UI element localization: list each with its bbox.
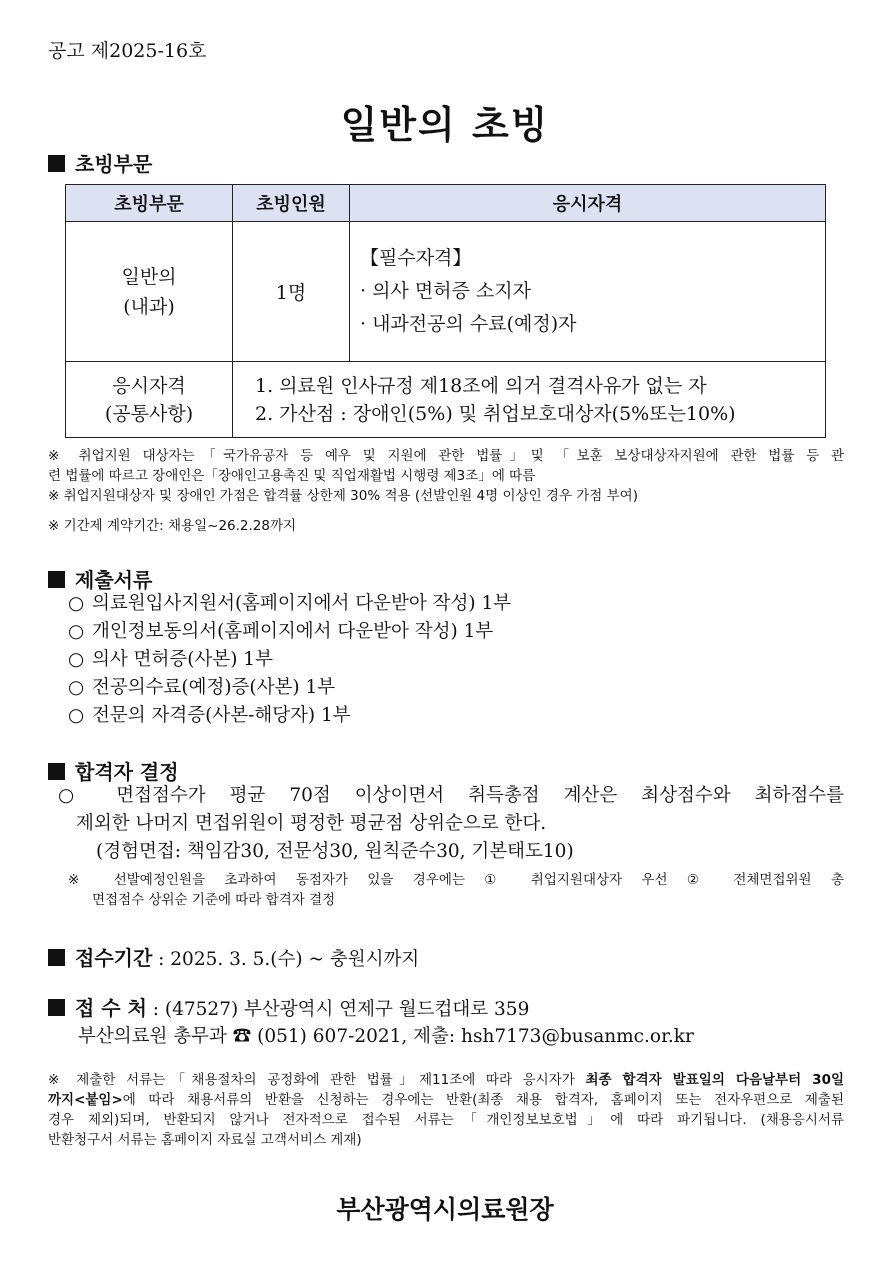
section-docs-label: 제출서류 [75, 568, 153, 592]
return-note-text: 에 따라 채용서류의 반환을 신청하는 경우에는 반환(최종 채용 합격자, 홈페이지 또는 전자우편으로 제출된 [122, 1092, 844, 1108]
common-label: 응시자격 [112, 374, 186, 397]
contact-info: (051) 607-2021, 제출: hsh7173@busanmc.or.kr [257, 1026, 694, 1047]
list-item [68, 646, 511, 674]
decision-line: ○ 면접점수가 평균 70점 이상이면서 취득총점 계산은 최상점수와 최하점수를 [58, 785, 844, 806]
decision-block [58, 782, 844, 866]
square-bullet-icon [48, 571, 65, 588]
place-row [48, 992, 529, 1021]
document-label: 의료원입사지원서(홈페이지에서 다운받아 작성) 1부 [92, 593, 512, 614]
section-decision-label: 합격자 결정 [75, 760, 179, 784]
dept-name: 일반의 [121, 265, 177, 288]
return-note [48, 1070, 844, 1150]
contact-row [78, 1022, 694, 1048]
decision-line: (경험면접: 책임감30, 전문성30, 원칙준수30, 기본태도10) [96, 841, 574, 862]
list-item [68, 590, 511, 618]
return-note-line [48, 1070, 844, 1090]
circle-bullet-icon: ○ [68, 705, 85, 726]
header-count: 초빙인원 [233, 185, 350, 222]
return-note-bold: 까지<붙임> [48, 1092, 123, 1108]
period-value: : 2025. 3. 5.(수) ~ 충원시까지 [158, 949, 420, 970]
header-qualification: 응시자격 [350, 185, 826, 222]
table-row [66, 222, 826, 362]
section-recruit-heading [48, 148, 152, 177]
document-label: 전문의 자격증(사본-해당자) 1부 [92, 705, 351, 726]
decision-note-line: 면접점수 상위순 기준에 따라 합격자 결정 [92, 892, 336, 908]
decision-note [68, 870, 844, 910]
square-bullet-icon [48, 999, 65, 1016]
decision-note-line: ※ 선발예정인원을 초과하여 동점자가 있을 경우에는 ① 취업지원대상자 우선 ② 전체면접위원 총 [68, 872, 844, 888]
contract-note: ※ 기간제 계약기간: 채용일~26.2.28까지 [48, 518, 297, 534]
document-label: 개인정보동의서(홈페이지에서 다운받아 작성) 1부 [92, 621, 494, 642]
note-line: 련 법률에 따르고 장애인은「장애인고용촉진 및 직업재활법 시행령 제3조」에 따름 [48, 468, 536, 484]
return-note-text: ※ 제출한 서류는「채용절차의 공정화에 관한 법률」제11조에 따라 응시자가 [48, 1072, 586, 1088]
square-bullet-icon [48, 949, 65, 966]
circle-bullet-icon: ○ [68, 593, 85, 614]
square-bullet-icon [48, 763, 65, 780]
requirement-item: · 내과전공의 수료(예정)자 [360, 313, 577, 335]
requirement-cell [350, 222, 826, 362]
return-note-line: 경우 제외)되며, 반환되지 않거나 전자적으로 접수된 서류는「개인정보보호법」에 따라 파기됩니다. (채용응시서류 [48, 1112, 844, 1128]
dept-cell [66, 222, 233, 362]
notes-block [48, 446, 844, 506]
period-label: 접수기간 [75, 946, 153, 970]
notice-number: 공고 제2025-16호 [48, 40, 207, 62]
list-item [68, 618, 511, 646]
requirement-item: · 의사 면허증 소지자 [360, 280, 531, 302]
document-label: 전공의수료(예정)증(사본) 1부 [92, 677, 336, 698]
circle-bullet-icon: ○ [68, 677, 85, 698]
period-row [48, 942, 419, 971]
common-requirement-item: 1. 의료원 인사규정 제18조에 의거 결격사유가 없는 자 [255, 374, 707, 397]
place-address: : (47527) 부산광역시 연제구 월드컵대로 359 [152, 999, 530, 1020]
square-bullet-icon [48, 155, 65, 172]
common-requirements-cell [233, 362, 826, 438]
return-note-line: 반환청구서 서류는 홈페이지 자료실 고객서비스 게재) [48, 1132, 362, 1148]
common-requirement-item: 2. 가산점 : 장애인(5%) 및 취업보호대상자(5%또는10%) [255, 402, 736, 425]
note-line: ※ 취업지원대상자 및 장애인 가점은 합격률 상한제 30% 적용 (선발인원 4명 이상인 경우 가점 부여) [48, 488, 638, 504]
header-dept: 초빙부문 [66, 185, 233, 222]
place-label: 접 수 처 [75, 996, 147, 1020]
table-row [66, 362, 826, 438]
note-line: ※ 취업지원 대상자는「국가유공자 등 예우 및 지원에 관한 법률」및 「보훈 보상대상자지원에 관한 법률 등 관 [48, 448, 844, 464]
recruit-table [65, 184, 826, 438]
signature: 부산광역시의료원장 [336, 1195, 554, 1224]
return-note-line [48, 1090, 844, 1110]
phone-icon: ☎ [232, 1026, 252, 1047]
return-note-bold: 최종 합격자 발표일의 다음날부터 30일 [585, 1072, 845, 1088]
dept-sub: (내과) [123, 295, 175, 318]
table-header-row [66, 185, 826, 222]
list-item [68, 674, 511, 702]
section-docs-heading [48, 564, 152, 593]
document-label: 의사 면허증(사본) 1부 [92, 649, 273, 670]
page-title: 일반의 초빙 [340, 103, 550, 147]
section-decision-heading [48, 756, 179, 785]
decision-line: 제외한 나머지 면접위원이 평정한 평균점 상위순으로 한다. [76, 813, 547, 834]
department-name: 부산의료원 총무과 [78, 1026, 227, 1047]
section-recruit-label: 초빙부문 [75, 152, 153, 176]
common-label-sub: (공통사항) [104, 402, 194, 425]
list-item [68, 702, 511, 730]
requirement-title: 【필수자격】 [360, 247, 472, 269]
common-label-cell [66, 362, 233, 438]
circle-bullet-icon: ○ [68, 621, 85, 642]
documents-list [68, 590, 511, 730]
count-cell: 1명 [233, 222, 350, 362]
circle-bullet-icon: ○ [68, 649, 85, 670]
